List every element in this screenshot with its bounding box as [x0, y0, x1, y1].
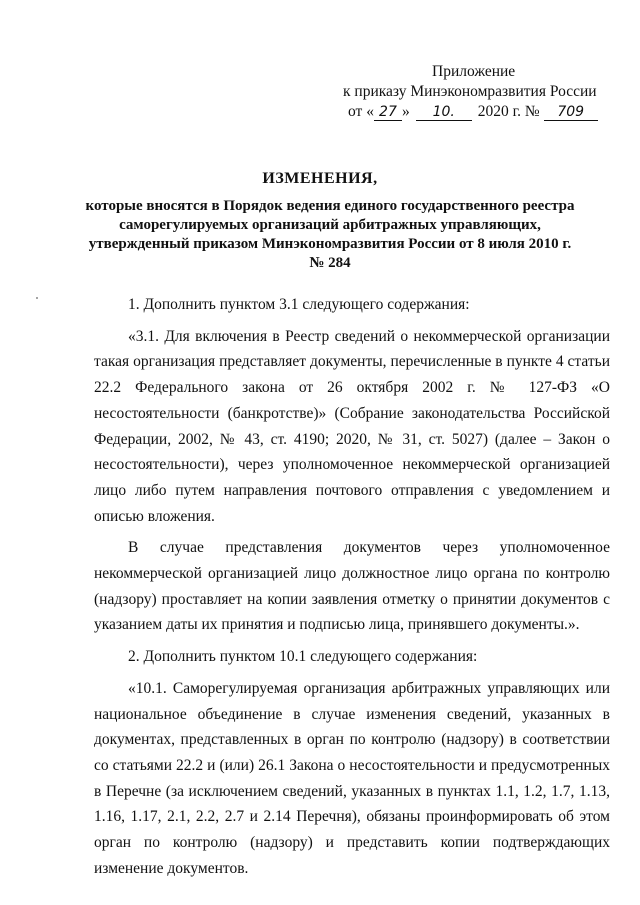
paragraph-5: «10.1. Саморегулируемая организация арбитражных управляющих или национальное объединение в случае изменения сведений, указанных в документах, представленных в орган по контролю (надзору) в соответствии со статьями 22.2 и (или) 26.1 Закона о несостоятельности и предусмотренных в Перечне (за исключением сведений, указанных в пунктах 1.1, 1.2, 1.7, 1.13, 1.16, 1.17, 2.1, 2.2, 2.7 и 2.14 Перечня), обязаны проинформировать об этом орган по контролю (надзору) и представить копии подтверждающих изменение документов.	[94, 679, 610, 877]
paragraph-2: «3.1. Для включения в Реестр сведений о некоммерческой организации такая организация представляет документы, перечисленные в пункте 4 статьи 22.2 Федерального закона от 26 октября 2002 г. № 127-ФЗ «О несостоятельности (банкротстве)» (Собрание законодательства Российской Федерации, 2002, № 43, ст. 4190; 2020, № 31, ст. 5027) (далее – Закон о несостоятельности), через уполномоченное некоммерческой организацией лицо либо путем направления почтового отправления с уведомлением и описью вложения.	[94, 327, 610, 525]
appendix-label: Приложение	[432, 63, 516, 80]
paragraph-4: 2. Дополнить пунктом 10.1 следующего содержания:	[128, 648, 478, 666]
scan-speck	[36, 297, 38, 299]
paragraph-1: 1. Дополнить пунктом 3.1 следующего содержания:	[128, 296, 470, 313]
year-text: 2020 г. №	[477, 103, 540, 120]
date-mid: »	[401, 103, 410, 120]
document-title: ИЗМЕНЕНИЯ,	[262, 170, 378, 187]
appendix-header	[340, 62, 630, 122]
handwritten-order-number: 709	[544, 104, 598, 121]
handwritten-month: 10.	[416, 104, 472, 121]
appendix-date-line	[340, 102, 630, 122]
document-body	[94, 292, 610, 881]
paragraph-3: В случае представления документов через уполномоченное некоммерческой организацией лицо должностное лицо органа по контролю (надзору) проставляет на копии заявления отметку о принятии документов с указанием даты их принятия и подписью лица, принявшего документы.».	[94, 539, 610, 634]
document-subtitle: которые вносятся в Порядок ведения единого государственного реестра саморегулируемых организаций арбитражных управляющих, утвержденный приказом Минэкономразвития России от 8 июля 2010 г. № 284	[85, 198, 575, 271]
date-prefix: от «	[348, 103, 374, 120]
appendix-order-ref: к приказу Минэкономразвития России	[343, 83, 597, 100]
handwritten-day: 27	[374, 104, 402, 121]
